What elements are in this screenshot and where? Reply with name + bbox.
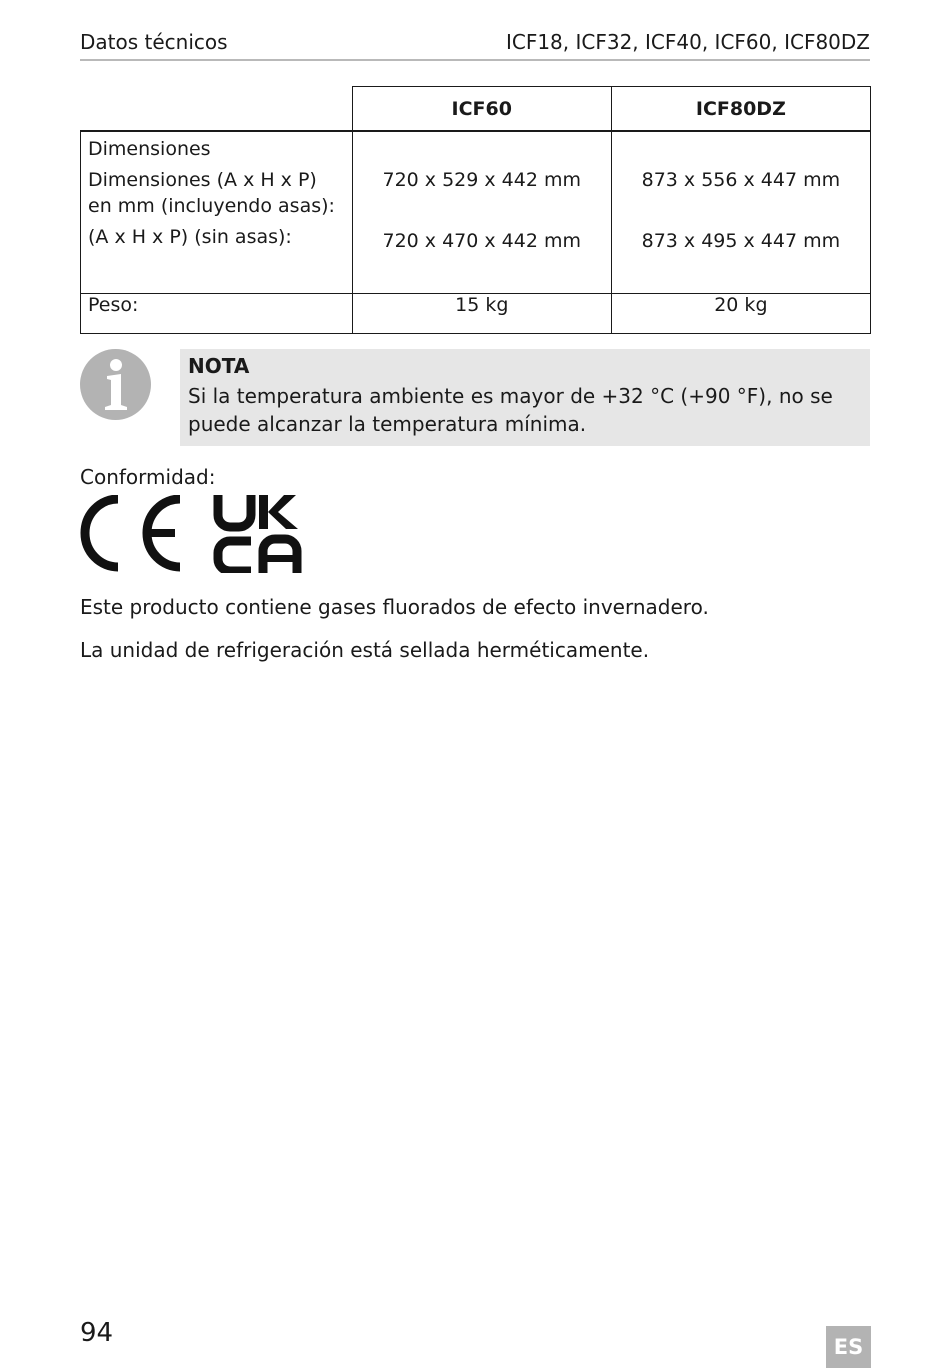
note-title: NOTA — [188, 354, 250, 378]
conformity-label: Conformidad: — [80, 465, 216, 489]
table-header-row — [81, 87, 871, 132]
icf80dz-dimensions-cell — [611, 131, 870, 294]
column-header-icf60: ICF60 — [352, 87, 611, 132]
column-header-icf80dz: ICF80DZ — [611, 87, 870, 132]
page-header — [80, 30, 870, 61]
model-list: ICF18, ICF32, ICF40, ICF60, ICF80DZ — [505, 30, 870, 54]
specs-table — [80, 86, 871, 334]
icf60-weight-value: 15 kg — [352, 294, 611, 334]
without-handles-label: (A x H x P) (sin asas): — [88, 226, 292, 248]
note-text: Si la temperatura ambiente es mayor de +32 °C (+90 °F), no se puede alcanzar la temperatura mínima. — [188, 384, 833, 436]
dimensions-heading: Dimensiones — [88, 138, 211, 160]
table-row — [81, 131, 871, 294]
icf80dz-with-handles-value: 873 x 556 x 447 mm — [641, 169, 841, 191]
icf60-with-handles-value: 720 x 529 x 442 mm — [382, 169, 581, 191]
dimensions-label-cell — [81, 131, 353, 294]
icf80dz-without-handles-value: 873 x 495 x 447 mm — [641, 230, 841, 252]
icf60-dimensions-cell — [352, 131, 611, 294]
icf80dz-weight-value: 20 kg — [611, 294, 870, 334]
note-box — [180, 349, 870, 446]
info-icon — [80, 349, 151, 420]
icf60-without-handles-value: 720 x 470 x 442 mm — [382, 230, 581, 252]
table-row — [81, 294, 871, 334]
ce-ukca-logo — [80, 495, 320, 573]
table-corner-cell — [81, 87, 353, 132]
page-number: 94 — [80, 1318, 114, 1348]
language-badge: ES — [826, 1326, 871, 1368]
section-title: Datos técnicos — [80, 30, 228, 54]
with-handles-label-line2: en mm (incluyendo asas): — [88, 195, 335, 217]
fluorinated-gas-notice: Este producto contiene gases fluorados de efecto invernadero. — [80, 595, 709, 619]
with-handles-label-line1: Dimensiones (A x H x P) — [88, 169, 317, 191]
sealed-unit-notice: La unidad de refrigeración está sellada herméticamente. — [80, 638, 650, 662]
conformity-marks — [80, 495, 320, 573]
weight-label: Peso: — [81, 294, 353, 334]
